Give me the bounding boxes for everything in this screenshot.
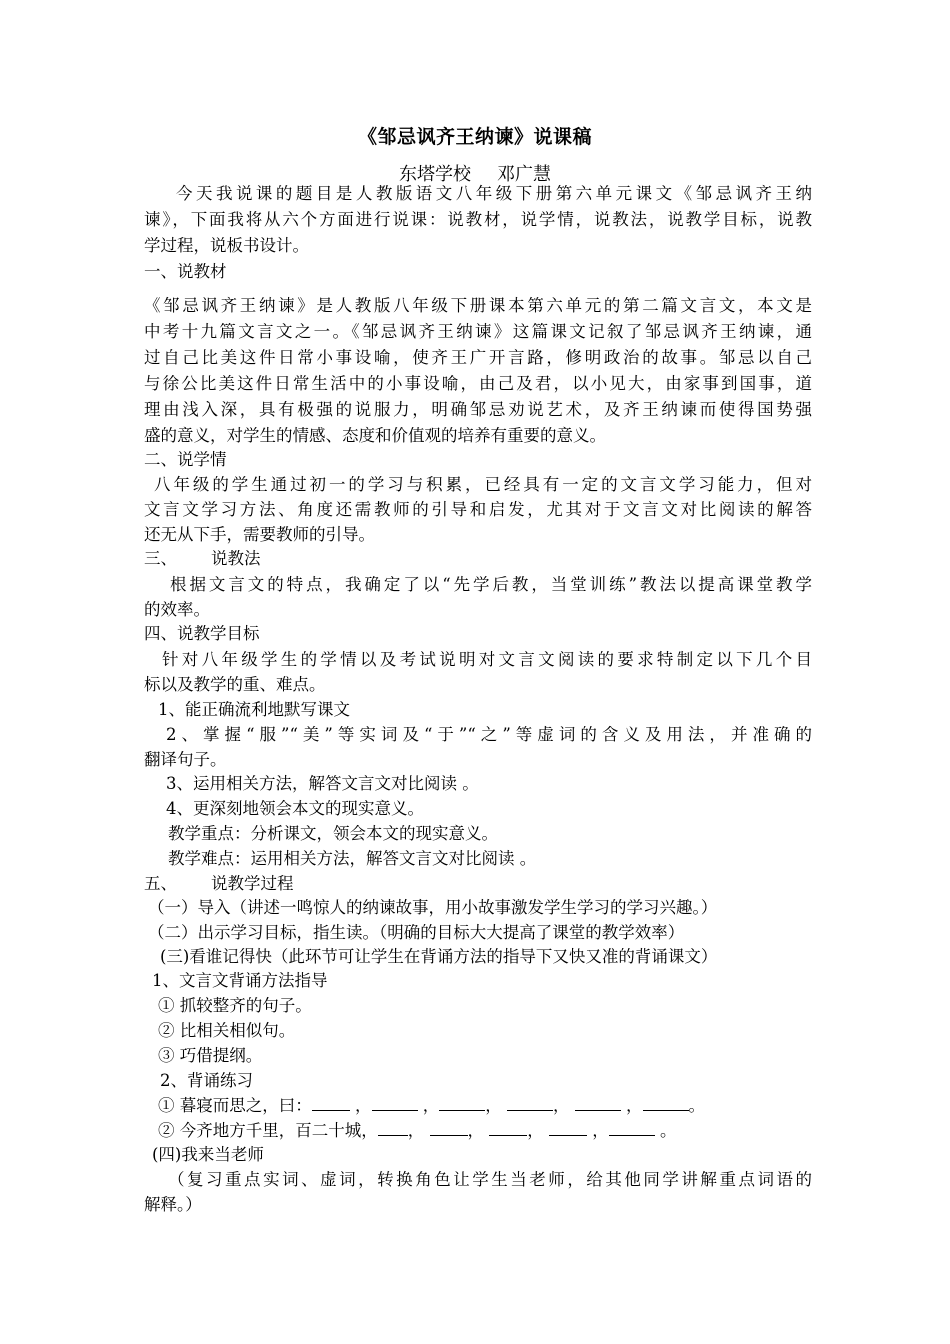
fill-blank	[549, 1119, 587, 1136]
paragraph-line: 盛的意义，对学生的情感、态度和价值观的培养有重要的意义。	[144, 426, 606, 445]
process-step: (四)我来当老师	[152, 1145, 264, 1164]
paragraph-line: 《邹忌讽齐王纳谏》是人教版八年级下册课本第六单元的第二篇文言文，本文是	[144, 296, 812, 315]
fill-blank	[312, 1094, 350, 1111]
section-heading: 二、说学情	[144, 450, 227, 469]
section-heading	[144, 547, 812, 571]
fill-blank	[430, 1119, 468, 1136]
paragraph-line: 标以及教学的重、难点。	[144, 675, 326, 694]
section-heading	[144, 872, 812, 896]
fill-blank	[439, 1094, 485, 1111]
paragraph-line: 中考十九篇文言文之一。《邹忌讽齐王纳谏》这篇课文记叙了邹忌讽齐王纳谏，通	[144, 322, 812, 341]
section-heading: 一、说教材	[144, 262, 227, 281]
fill-blank	[378, 1119, 408, 1136]
intro-line: 谏》，下面我将从六个方面进行说课：说教材，说学情，说教法，说教学目标，说教	[144, 210, 812, 229]
section-title: 说教法	[211, 549, 261, 568]
practice-heading: 2、背诵练习	[160, 1071, 253, 1090]
fill-blank-end: 。	[688, 1096, 705, 1115]
fill-blank-end: 。	[660, 1121, 677, 1140]
intro-line: 今天我说课的题目是人教版语文八年级下册第六单元课文《邹忌讽齐王纳	[176, 184, 812, 203]
paragraph-line: 理由浅入深，具有极强的说服力，明确邹忌劝说艺术，及齐王纳谏而使得国势强	[144, 400, 812, 419]
difficult-point: 教学难点：运用相关方法，解答文言文对比阅读 。	[168, 849, 537, 868]
fill-blank-prompt: ② 今齐地方千里，百二十城，	[158, 1121, 378, 1140]
fill-blank-prompt: ① 暮寝而思之，曰：	[158, 1096, 312, 1115]
paragraph-line: 的效率。	[144, 600, 210, 619]
process-step: (三)看谁记得快（此环节可让学生在背诵方法的指导下又快又准的背诵课文）	[160, 947, 718, 966]
paragraph-line: 八年级的学生通过初一的学习与积累，已经具有一定的文言文学习能力，但对	[154, 475, 812, 494]
fill-blank	[507, 1094, 553, 1111]
key-point: 教学重点：分析课文，领会本文的现实意义。	[168, 824, 498, 843]
paragraph-line: 解释。）	[144, 1195, 202, 1214]
method-item: ② 比相关相似句。	[158, 1021, 296, 1040]
paragraph-line: 与徐公比美这件日常生活中的小事设喻，由己及君，以小见大，由家事到国事，道	[144, 374, 812, 393]
paragraph-line: 针对八年级学生的学情以及考试说明对文言文阅读的要求特制定以下几个目	[162, 650, 812, 669]
goal-item: 4、更深刻地领会本文的现实意义。	[166, 799, 424, 818]
paragraph-line: 文言文学习方法、角度还需教师的引导和启发，尤其对于文言文对比阅读的解答	[144, 500, 812, 519]
fill-blank	[643, 1094, 689, 1111]
paragraph-line: （复习重点实词、虚词，转换角色让学生当老师，给其他同学讲解重点词语的	[168, 1170, 812, 1189]
document-title: 《邹忌讽齐王纳谏》说课稿	[357, 126, 592, 148]
goal-item: 1、能正确流利地默写课文	[158, 700, 350, 719]
paragraph-line: 根据文言文的特点，我确定了以“先学后教，当堂训练”教法以提高课堂教学	[170, 575, 812, 594]
fill-blank-line: ② 今齐地方千里，百二十城， ， ， ， ， 。	[158, 1121, 677, 1140]
goal-item: 2、掌握“服”“美”等实词及“于”“之”等虚词的含义及用法，并准确的	[166, 725, 812, 744]
goal-item: 翻译句子。	[144, 750, 227, 769]
intro-line: 学过程，说板书设计。	[144, 236, 309, 255]
school-name: 东塔学校	[399, 164, 471, 185]
goal-item: 3、运用相关方法，解答文言文对比阅读 。	[166, 774, 479, 793]
section-title: 说教学过程	[211, 874, 294, 893]
paragraph-line: 过自己比美这件日常小事设喻，使齐王广开言路，修明政治的故事。邹忌以自己	[144, 348, 812, 367]
process-step: （二）出示学习目标，指生读。（明确的目标大大提高了课堂的教学效率）	[148, 923, 685, 942]
method-heading: 1、文言文背诵方法指导	[152, 971, 328, 990]
process-step: （一）导入（讲述一鸣惊人的纳谏故事，用小故事激发学生学习的学习兴趣。）	[148, 898, 718, 917]
fill-blank	[609, 1119, 655, 1136]
section-number: 五、	[144, 874, 177, 893]
fill-blank	[575, 1094, 621, 1111]
fill-blank	[489, 1119, 527, 1136]
fill-blank-line: ① 暮寝而思之，曰： ， ， ， ， ， 。	[158, 1096, 705, 1115]
method-item: ③ 巧借提纲。	[158, 1046, 263, 1065]
section-heading: 四、说教学目标	[144, 624, 260, 643]
section-number: 三、	[144, 549, 177, 568]
paragraph-line: 还无从下手，需要教师的引导。	[144, 525, 375, 544]
fill-blank	[372, 1094, 418, 1111]
author-name: 邓广慧	[497, 164, 551, 185]
method-item: ① 抓较整齐的句子。	[158, 996, 312, 1015]
